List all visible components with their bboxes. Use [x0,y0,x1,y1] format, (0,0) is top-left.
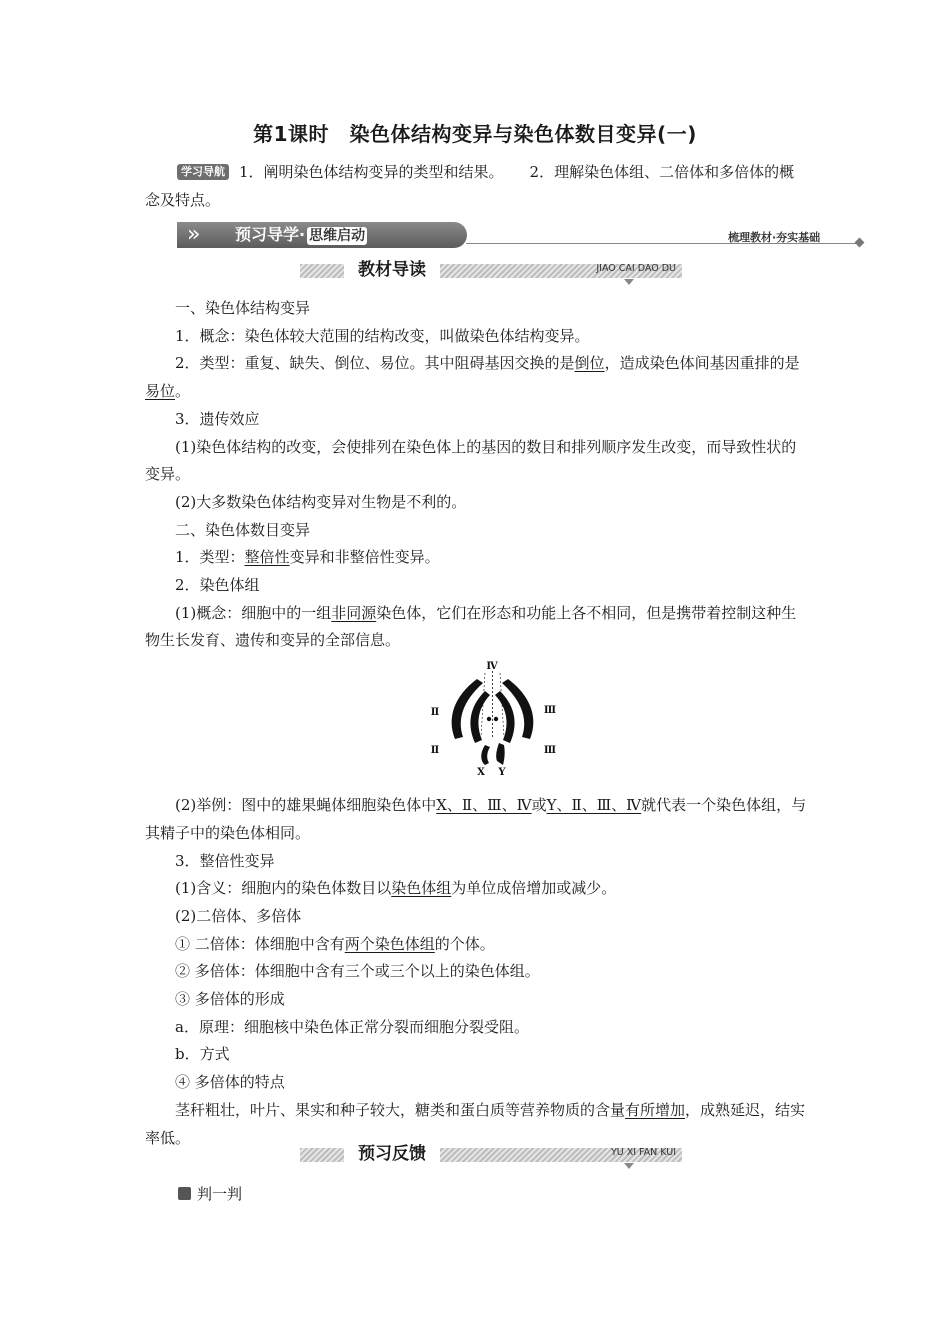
paragraph: (1)含义：细胞内的染色体数目以染色体组为单位成倍增加或减少。 [175,879,617,898]
guide-item-1: 1．阐明染色体结构变异的类型和结果。 [239,163,504,181]
chromosome-iv-b [494,717,498,721]
answer-underline: X、Ⅱ、Ⅲ、Ⅳ [436,796,532,815]
paragraph: ③ 多倍体的形成 [175,990,285,1009]
chromosome-y [496,743,504,765]
paragraph: (2)大多数染色体结构变异对生物是不利的。 [175,492,467,511]
heading-number-variation: 二、染色体数目变异 [175,520,311,539]
label-x: X [477,767,485,777]
paragraph: (2)二倍体、多倍体 [175,906,302,925]
heading-structural-variation: 一、染色体结构变异 [175,299,311,317]
paragraph: ④ 多倍体的特点 [175,1073,285,1092]
chromosome-iii-inner [495,691,515,743]
square-bullet-icon [178,1187,191,1200]
paragraph: (2)举例：图中的雄果蝇体细胞染色体中X、Ⅱ、Ⅲ、Ⅳ或Y、Ⅱ、Ⅲ、Ⅳ就代表一个染色体组，与其精子中的染色体相同。 [145,796,807,842]
label-ii-bottom: Ⅱ [430,745,440,756]
preview-banner [177,222,467,248]
diamond-icon [855,238,865,248]
label-iii-bottom: Ⅲ [543,745,557,756]
banner-title: 预习导学· [235,225,306,244]
chromosome-x [481,745,490,765]
paragraph: 1．概念：染色体较大范围的结构改变，叫做染色体结构变异。 [175,326,590,345]
down-triangle-icon [624,279,634,285]
answer-underline: 非同源 [331,603,377,622]
section-label: 教材导读 [344,258,440,282]
fruit-fly-chromosome-figure [425,657,560,777]
section-label: 预习反馈 [344,1142,440,1166]
banner-pill: 思维启动 [309,228,366,244]
paragraph: ① 二倍体：体细胞中含有两个染色体组的个体。 [175,934,495,953]
answer-underline: 染色体组 [391,879,452,898]
section-label-en: JIAO CAI DAO DU [596,263,676,274]
paragraph: 茎秆粗壮，叶片、果实和种子较大，糖类和蛋白质等营养物质的含量有所增加，成熟延迟，结实率低。 [145,1100,806,1147]
banner-subtitle: 梳理教材·夯实基础 [728,231,821,244]
paragraph: (1)染色体结构的改变，会使排列在染色体上的基因的数目和排列顺序发生改变，而导致性状的变异。 [145,437,797,484]
down-triangle-icon [624,1163,634,1169]
label-y: Y [498,767,506,777]
label-ii-top: Ⅱ [430,707,440,718]
learning-guide [145,158,805,214]
section-header-textbook [300,258,682,282]
paragraph: ② 多倍体：体细胞中含有三个或三个以上的染色体组。 [175,962,540,981]
label-iv: Ⅳ [486,661,498,672]
lesson-title: 第1课时 染色体结构变异与染色体数目变异(一) [253,122,697,146]
paragraph: b．方式 [175,1045,230,1064]
paragraph: 2．染色体组 [175,576,260,595]
chromosome-ii-inner [470,691,490,743]
answer-underline: 易位 [145,382,176,401]
answer-underline: Y、Ⅱ、Ⅲ、Ⅳ [546,796,642,815]
answer-underline: 有所增加 [625,1100,686,1119]
judge-heading: 判一判 [178,1182,242,1206]
chromosome-iv-a [487,717,491,721]
learning-guide-badge: 学习导航 [177,164,229,180]
section-label-en: YU XI FAN KUI [610,1147,676,1158]
answer-underline: 倒位 [574,354,605,373]
section-header-feedback [300,1142,682,1166]
double-chevron-icon: » [187,222,201,247]
label-iii-top: Ⅲ [543,705,557,716]
answer-underline: 整倍性 [244,548,290,567]
paragraph: 3．遗传效应 [175,409,260,428]
paragraph: a．原理：细胞核中染色体正常分裂而细胞分裂受阻。 [175,1017,529,1036]
paragraph: 2．类型：重复、缺失、倒位、易位。其中阻碍基因交换的是倒位，造成染色体间基因重排的是易位。 [145,354,800,401]
paragraph: 1．类型：整倍性变异和非整倍性变异。 [175,548,440,567]
paragraph: 3．整倍性变异 [175,851,275,870]
guide-item-2: 2．理解染色体组、二倍体和多倍体的概念及特点。 [145,163,795,209]
paragraph: (1)概念：细胞中的一组非同源染色体，它们在形态和功能上各不相同，但是携带着控制这种生物生长发育、遗传和变异的全部信息。 [145,603,797,650]
answer-underline: 两个染色体组 [344,934,435,953]
